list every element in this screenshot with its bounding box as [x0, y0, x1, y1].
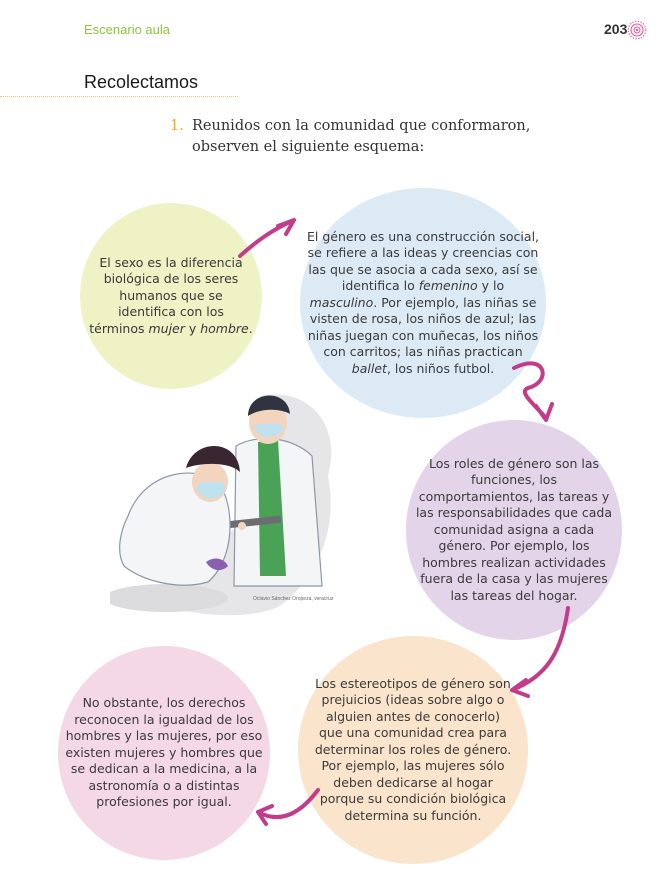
arrow-genero-to-roles	[514, 363, 552, 420]
section-title: Recolectamos	[84, 72, 199, 92]
bubble-genero-term-ballet: ballet	[351, 360, 387, 376]
bubble-sexo-text-part: .	[248, 320, 253, 336]
illustration-credit: Octavio Sánchez Oropeza, veracruz	[253, 596, 334, 602]
bubble-genero-text-part: . Por ejemplo, las niñas se visten de rosa, los niños de azul; las niñas juegan con muñecas, los niños con carritos; las niñas practican	[307, 294, 539, 360]
bubble-sexo-term-hombre: hombre	[200, 320, 249, 336]
bubble-estereotipos-text: Los estereotipos de género son prejuicios (ideas sobre algo o alguien antes de conocerlo) que una comunidad crea para determinar los roles de género. Por ejemplo, las mujeres sólo deben dedicarse al hogar porque su condición biológica determina su función.	[314, 675, 512, 823]
bubble-sexo-term-mujer: mujer	[148, 320, 185, 336]
instruction-text: Reunidos con la comunidad que conformaron, observen el siguiente esquema:	[192, 118, 531, 155]
instruction-number: 1.	[170, 118, 184, 134]
bubble-sexo-text-part: y	[184, 320, 201, 336]
arrow-sexo-to-genero	[240, 220, 294, 256]
bubble-sexo-text-part: El sexo es la diferencia biológica de los seres humanos que se identifica con los términos	[89, 254, 243, 336]
bubble-genero-text-part: y lo	[477, 278, 505, 294]
bubble-genero-text-part: , los niños futbol.	[386, 360, 495, 376]
bubble-genero-term-masculino: masculino	[309, 294, 374, 310]
page-number: 203	[604, 21, 628, 37]
bubble-genero-text-part: El género es una construcción social, se refiere a las ideas y creencias con las que se asocia a cada sexo, así se identifica lo	[307, 228, 540, 294]
header-section-label: Escenario aula	[84, 22, 170, 37]
arrow-roles-to-estereotipos	[512, 608, 568, 696]
bubble-obstante-text: No obstante, los derechos reconocen la igualdad de los hombres y las mujeres, por eso existen mujeres y hombres que se dedican a la medicina, a la astronomía o a distintas profesiones por igual.	[65, 695, 263, 810]
bubble-genero-term-femenino: femenino	[418, 278, 478, 294]
bubble-roles-text: Los roles de género son las funciones, los comportamientos, las tareas y las responsabilidades que cada comunidad asigna a cada género. Por ejemplo, los hombres realizan actividades fuera de la casa y las mujeres las tareas del hogar.	[415, 455, 613, 603]
arrow-estereotipos-to-obstante	[258, 790, 318, 824]
